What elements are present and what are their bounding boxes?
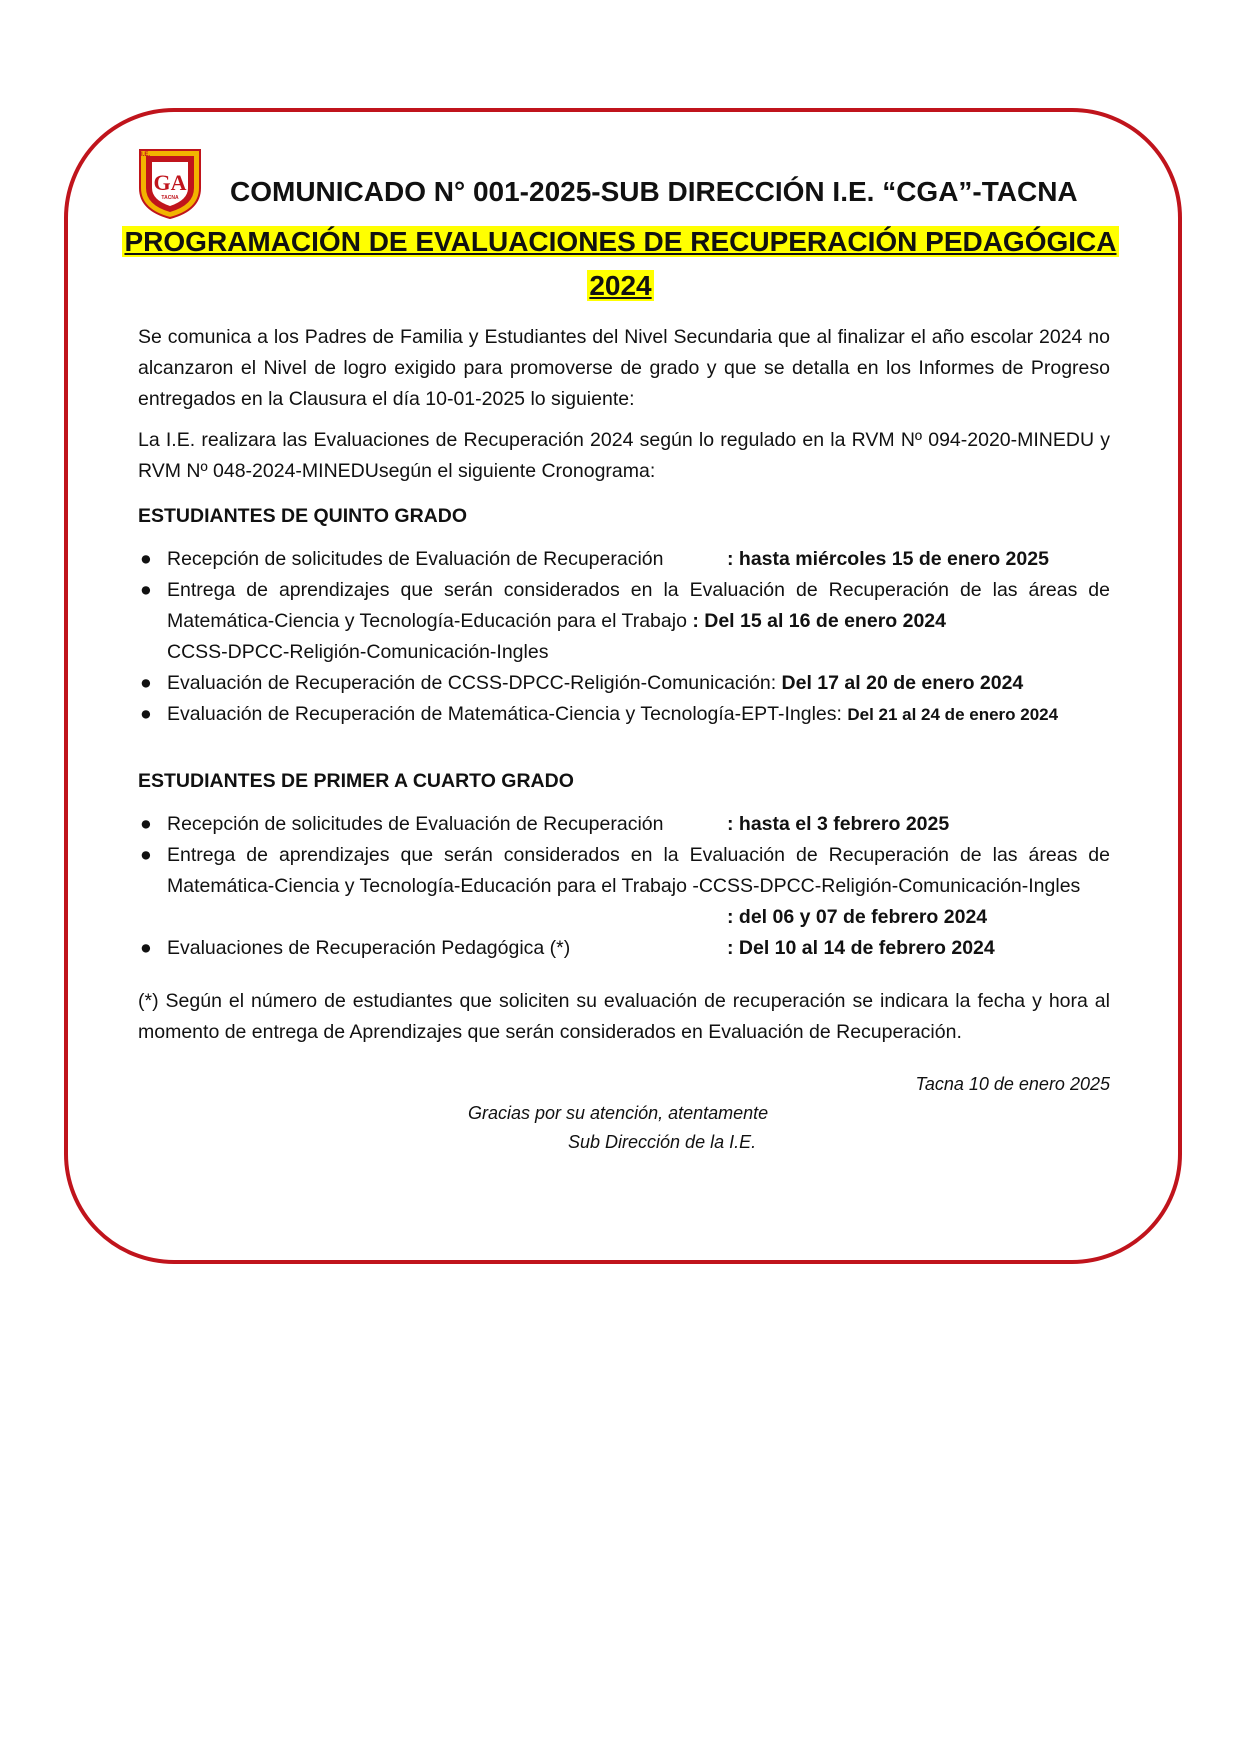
program-title-year: 2024 <box>589 270 652 301</box>
communique-title: COMUNICADO N° 001-2025-SUB DIRECCIÓN I.E. “CGA”-TACNA <box>230 176 1078 207</box>
list-item: ● Entrega de aprendizajes que serán considerados en la Evaluación de Recuperación de las áreas de Matemática-Ciencia y Tecnología-Educación para el Trabajo -CCSS-DPCC-Religión-Comunicación-Ingles : del 06 y 07 de febrero 2024 <box>138 840 1110 933</box>
intro-paragraph-1: Se comunica a los Padres de Familia y Estudiantes del Nivel Secundaria que al finalizar el año escolar 2024 no alcanzaron el Nivel de logro exigido para promoverse de grado y que se detalla en los Informes de Progreso entregados en la Clausura el día 10-01-2025 lo siguiente: <box>138 326 1110 410</box>
place-date: Tacna 10 de enero 2025 <box>915 1074 1110 1094</box>
list-item: ● Evaluación de Recuperación de CCSS-DPCC-Religión-Comunicación: Del 17 al 20 de enero 2024 <box>138 668 1110 699</box>
program-title <box>0 220 1241 308</box>
list-item: ● Recepción de solicitudes de Evaluación de Recuperación : hasta miércoles 15 de enero 2025 <box>138 544 1110 575</box>
bullet-icon: ● <box>140 548 152 570</box>
thanks-line: Gracias por su atención, atentamente <box>468 1103 769 1123</box>
list-item: ● Evaluaciones de Recuperación Pedagógica (*) : Del 10 al 14 de febrero 2024 <box>138 933 1110 964</box>
list-item: ● Recepción de solicitudes de Evaluación de Recuperación : hasta el 3 febrero 2025 <box>138 809 1110 840</box>
section-fifth-grade-heading: ESTUDIANTES DE QUINTO GRADO <box>138 505 467 527</box>
signature: Sub Dirección de la I.E. <box>568 1132 757 1152</box>
footnote: (*) Según el número de estudiantes que soliciten su evaluación de recuperación se indicara la fecha y hora al momento de entrega de Aprendizajes que serán considerados en Evaluación de Recuperación. <box>138 990 1110 1043</box>
list-item: ● Evaluación de Recuperación de Matemática-Ciencia y Tecnología-EPT-Ingles: Del 21 al 24 de enero 2024 <box>138 699 1110 730</box>
intro-paragraph-2: La I.E. realizara las Evaluaciones de Recuperación 2024 según lo regulado en la RVM Nº 094-2020-MINEDU y RVM Nº 048-2024-MINEDUsegún el siguiente Cronograma: <box>138 429 1110 482</box>
bullet-icon: ● <box>140 844 152 866</box>
logo-letters: GA <box>153 170 187 195</box>
list-item: ● Entrega de aprendizajes que serán considerados en la Evaluación de Recuperación de las áreas de Matemática-Ciencia y Tecnología-Educación para el Trabajo : Del 15 al 16 de enero 2024 CCSS-DPCC-Religión-Comunicación-Ingles <box>138 575 1110 668</box>
section-fifth-grade-list <box>138 544 1110 730</box>
logo-ie-text: I.E. <box>141 152 151 158</box>
section-first-to-fourth-heading: ESTUDIANTES DE PRIMER A CUARTO GRADO <box>138 770 574 792</box>
section-first-to-fourth-list <box>138 809 1110 964</box>
bullet-icon: ● <box>140 703 152 725</box>
bullet-icon: ● <box>140 672 152 694</box>
school-crest-logo <box>138 148 202 220</box>
logo-city: TACNA <box>161 195 179 201</box>
bullet-icon: ● <box>140 579 152 601</box>
document-body <box>138 322 1110 1157</box>
bullet-icon: ● <box>140 937 152 959</box>
bullet-icon: ● <box>140 813 152 835</box>
program-title-line1: PROGRAMACIÓN DE EVALUACIONES DE RECUPERACIÓN PEDAGÓGICA <box>124 226 1117 257</box>
